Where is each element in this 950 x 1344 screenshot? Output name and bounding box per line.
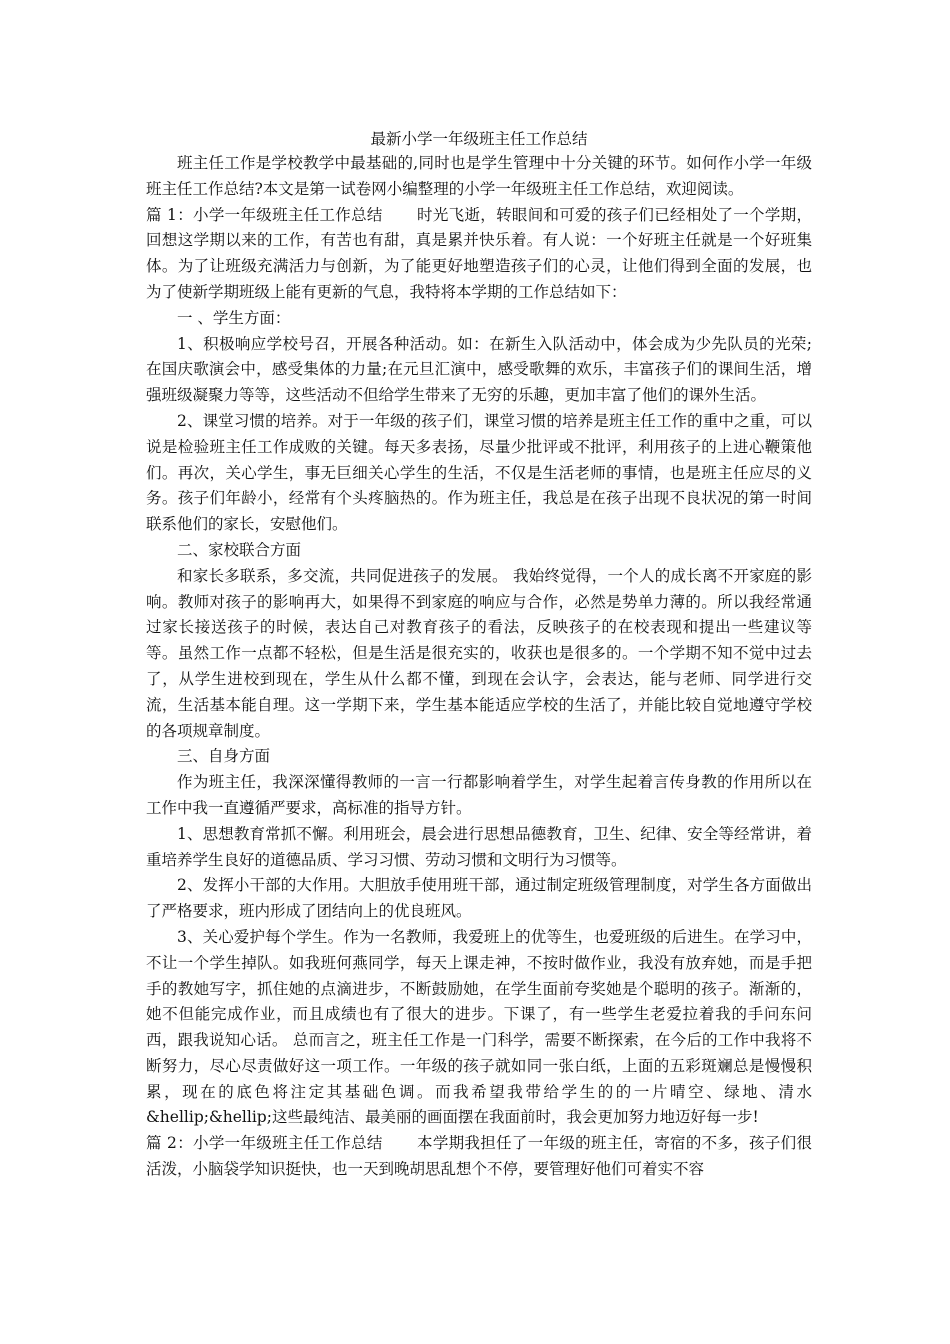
section3-item3: 3、关心爱护每个学生。作为一名教师，我爱班上的优等生，也爱班级的后进生。在学习中，不让一个学生掉队。如我班何燕同学，每天上课走神，不按时做作业，我没有放弃她，而是手把手的教她写字，抓住她的点滴进步，不断鼓励她，在学生面前夸奖她是个聪明的孩子。渐渐的，她不但能完成作业，而且成绩也有了很大的进步。下课了，有一些学生老爱拉着我的手问东问西，跟我说知心话。 总而言之，班主任工作是一门科学，需要不断探索，在今后的工作中我将不断努力，尽心尽责做好这一项工作。一年级的孩子就如同一张白纸，上面的五彩斑斓总是慢慢积累，现在的底色将注定其基础色调。而我希望我带给学生的的一片晴空、绿地、清水&hellip;&hellip;这些最纯洁、最美丽的画面摆在我面前时，我会更加努力地迈好每一步! [146,927,812,1127]
part1-opening: 时光飞逝，转眼间和可爱的孩子们已经相处了一个学期，回想这学期以来的工作，有苦也有甜，真是累并快乐着。有人说：一个好班主任就是一个好班集体。为了让班级充满活力与创新，为了能更好地塑造孩子们的心灵，让他们得到全面的发展，也为了使新学期班级上能有更新的气息，我特将本学期的工作总结如下： [146,205,812,301]
document-title: 最新小学一年级班主任工作总结 [370,130,588,148]
section1-item2: 2、课堂习惯的培养。对于一年级的孩子们，课堂习惯的培养是班主任工作的重中之重，可以说是检验班主任工作成败的关键。每天多表扬，尽量少批评或不批评，利用孩子的上进心鞭策他们。再次，关心学生，事无巨细关心学生的生活，不仅是生活老师的事情，也是班主任应尽的义务。孩子们年龄小，经常有个头疼脑热的。作为班主任，我总是在孩子出现不良状况的第一时间联系他们的家长，安慰他们。 [146,411,812,534]
part2-heading: 篇 2：小学一年级班主任工作总结 [146,1134,383,1153]
part2-opening: 本学期我担任了一年级的班主任，寄宿的不多，孩子们很活泼，小脑袋学知识挺快，也一天到晚胡思乱想个不停，要管理好他们可着实不容 [146,1134,812,1179]
document-body [146,128,812,1183]
section3-heading: 三、自身方面 [177,747,271,766]
section3-item2: 2、发挥小干部的大作用。大胆放手使用班干部，通过制定班级管理制度，对学生各方面做出了严格要求，班内形成了团结向上的优良班风。 [146,876,812,921]
section1-item1: 1、积极响应学校号召，开展各种活动。如：在新生入队活动中，体会成为少先队员的光荣;在国庆歌演会中，感受集体的力量;在元旦汇演中，感受歌舞的欢乐，丰富孩子们的课间生活，增强班级凝聚力等等，这些活动不但给学生带来了无穷的乐趣，更加丰富了他们的课外生活。 [146,334,812,405]
section3-item1: 1、思想教育常抓不懈。利用班会，晨会进行思想品德教育，卫生、纪律、安全等经常讲，着重培养学生良好的道德品质、学习习惯、劳动习惯和文明行为习惯等。 [146,824,812,869]
intro-paragraph: 班主任工作是学校教学中最基础的,同时也是学生管理中十分关键的环节。如何作小学一年级班主任工作总结?本文是第一试卷网小编整理的小学一年级班主任工作总结，欢迎阅读。 [146,154,812,198]
section2-body: 和家长多联系，多交流，共同促进孩子的发展。 我始终觉得，一个人的成长离不开家庭的影响。教师对孩子的影响再大，如果得不到家庭的响应与合作，必然是势单力薄的。所以我经常通过家长接送孩子的时候，表达自己对教育孩子的看法，反映孩子的在校表现和提出一些建议等等。虽然工作一点都不轻松，但是生活是很充实的，收获也是很多的。一个学期不知不觉中过去了，从学生进校到现在，学生从什么都不懂，到现在会认字，会表达，能与老师、同学进行交流，生活基本能自理。这一学期下来，学生基本能适应学校的生活了，并能比较自觉地遵守学校的各项规章制度。 [146,566,812,740]
part2-paragraph [146,1131,812,1183]
section2-heading: 二、家校联合方面 [177,540,302,559]
part1-paragraph [146,203,812,306]
part1-heading: 篇 1：小学一年级班主任工作总结 [146,205,383,224]
section3-intro: 作为班主任，我深深懂得教师的一言一行都影响着学生，对学生起着言传身教的作用所以在工作中我一直遵循严要求，高标准的指导方针。 [146,773,812,817]
section1-heading: 一 、学生方面： [177,308,291,327]
